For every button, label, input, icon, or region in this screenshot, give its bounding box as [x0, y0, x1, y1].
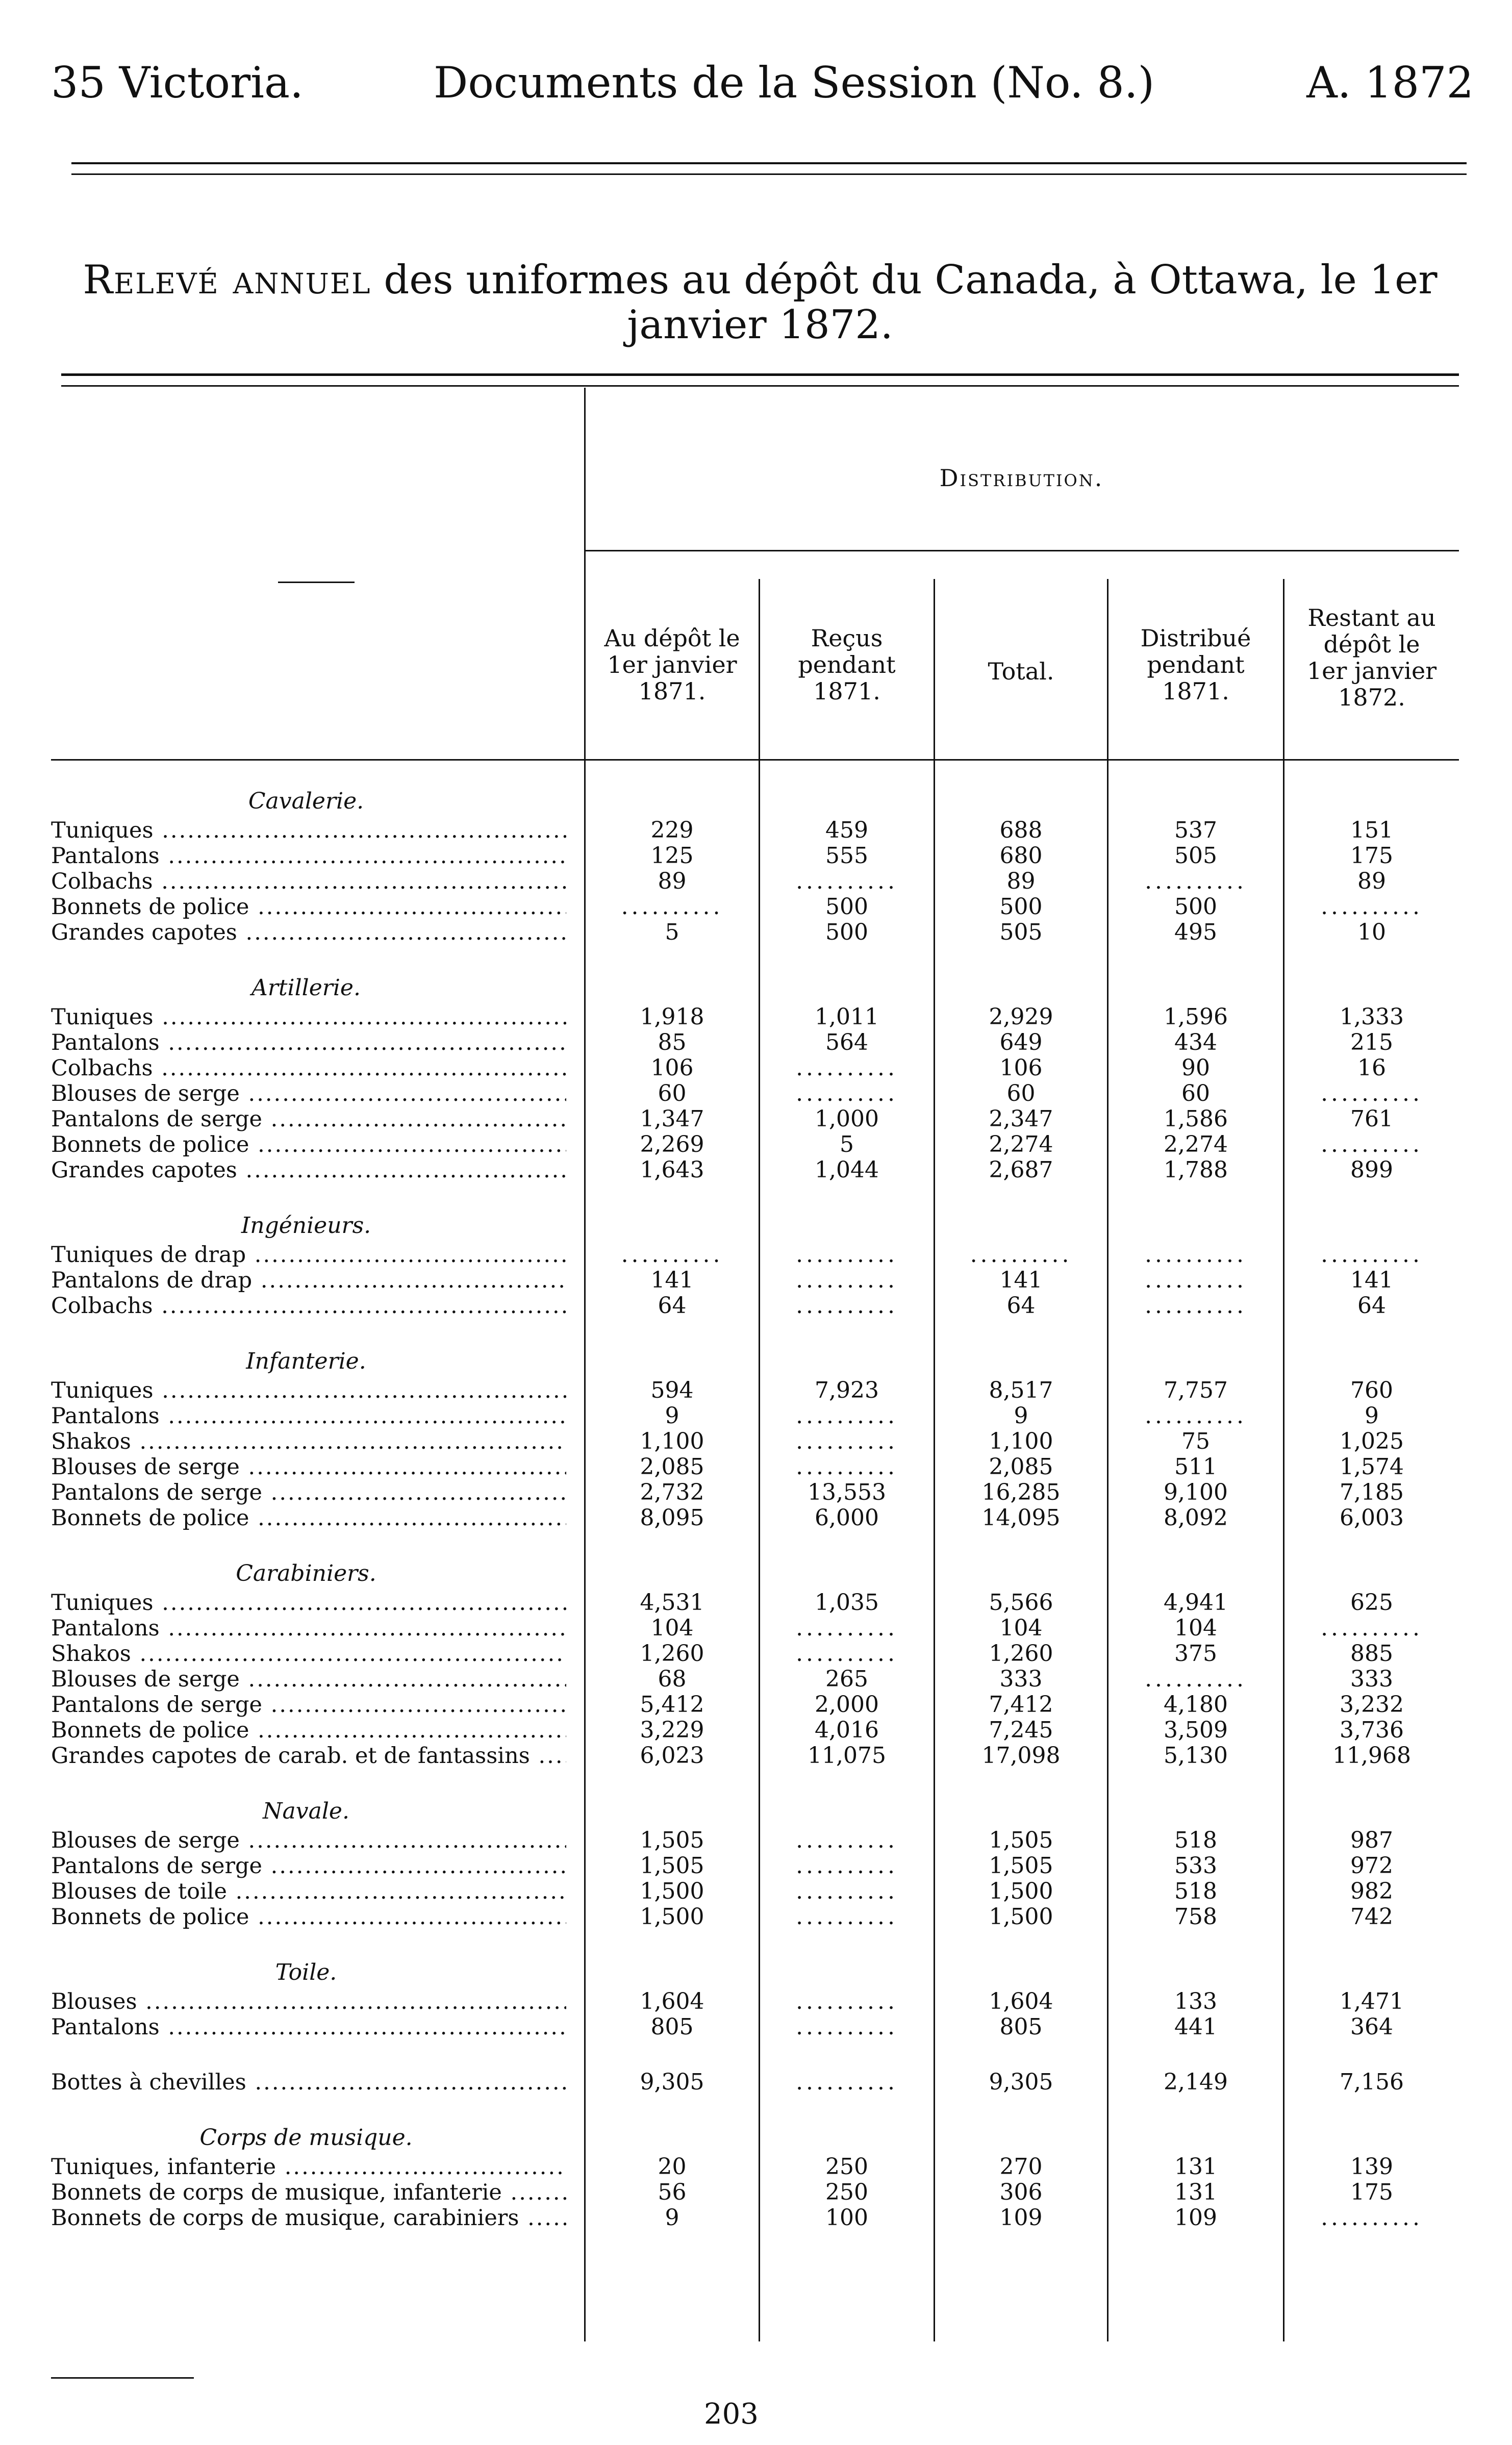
table-cell: .......... [796, 1429, 898, 1454]
table-cell: 141 [1350, 1268, 1393, 1293]
table-cell: 5,412 [640, 1692, 704, 1718]
table-cell: 5,566 [989, 1590, 1053, 1616]
section-heading: Corps de musique. [199, 2125, 413, 2151]
section-heading: Infanterie. [246, 1348, 366, 1374]
table-cell: .......... [1321, 2205, 1423, 2231]
table-cell: 987 [1350, 1828, 1393, 1853]
table-cell: 100 [825, 2205, 868, 2231]
table-cell: .......... [1145, 1403, 1247, 1429]
row-label: Pantalons de serge ..... [51, 1853, 566, 1879]
table-cell: 649 [999, 1030, 1043, 1055]
table-cell: 151 [1350, 818, 1393, 843]
table-cell: .......... [796, 1081, 898, 1106]
table-cell: 2,085 [989, 1454, 1053, 1480]
table-cell: 90 [1181, 1055, 1210, 1081]
row-label: Grandes capotes ..... [51, 1157, 566, 1183]
table-cell: 333 [1350, 1667, 1393, 1692]
column-heading-line: 1er janvier [1306, 657, 1437, 685]
table-cell: 594 [650, 1378, 694, 1403]
table-cell: .......... [796, 1242, 898, 1268]
table-cell: 7,185 [1340, 1480, 1404, 1505]
table-cell: .......... [1145, 1268, 1247, 1293]
table-cell: 14,095 [981, 1505, 1061, 1531]
table-cell: 899 [1350, 1157, 1393, 1183]
table-cell: 1,505 [640, 1853, 704, 1879]
table-cell: 2,274 [1164, 1132, 1228, 1157]
row-label: Tuniques ..... [51, 1590, 566, 1616]
table-cell: 885 [1350, 1641, 1393, 1667]
title-line2: janvier 1872. [627, 302, 893, 348]
table-cell: 106 [650, 1055, 694, 1081]
table-cell: 60 [1006, 1081, 1036, 1106]
table-cell: 1,260 [640, 1641, 704, 1667]
table-cell: 1,000 [815, 1106, 879, 1132]
table-cell: 5 [840, 1132, 854, 1157]
table-cell: 2,929 [989, 1004, 1053, 1030]
row-label: Bonnets de police ..... [51, 1132, 566, 1157]
table-cell: 4,531 [640, 1590, 704, 1616]
row-label: Blouses de toile ..... [51, 1879, 566, 1904]
row-label: Grandes capotes de carab. et de fantassins ..... [51, 1743, 566, 1769]
column-heading-4 [1108, 625, 1283, 704]
table-cell: 104 [1174, 1616, 1217, 1641]
table-cell: 1,100 [640, 1429, 704, 1454]
row-label: Pantalons ..... [51, 2014, 566, 2040]
distribution-heading: Distribution. [939, 464, 1104, 492]
table-cell: 364 [1350, 2014, 1393, 2040]
table-cell: 1,500 [989, 1904, 1053, 1930]
table-cell: .......... [621, 1242, 723, 1268]
table-cell: 7,757 [1164, 1378, 1228, 1403]
table-cell: 9 [1014, 1403, 1028, 1429]
table-cell: 555 [825, 843, 868, 869]
table-cell: 1,788 [1164, 1157, 1228, 1183]
row-label: Pantalons de drap ..... [51, 1268, 566, 1293]
column-heading-line: 1872. [1338, 684, 1405, 711]
column-heading-line: 1871. [1162, 677, 1229, 705]
table-cell: 511 [1174, 1454, 1217, 1480]
table-cell: 495 [1174, 920, 1217, 945]
table-cell: 16,285 [981, 1480, 1061, 1505]
table-cell: 1,643 [640, 1157, 704, 1183]
stub-heading-dash [278, 582, 355, 583]
row-label: Colbachs ..... [51, 869, 566, 894]
row-label: Tuniques ..... [51, 1378, 566, 1403]
table-cell: 250 [825, 2180, 868, 2205]
row-label: Blouses de serge ..... [51, 1081, 566, 1106]
table-cell: 89 [1357, 869, 1386, 894]
table-cell: 441 [1174, 2014, 1217, 2040]
table-cell: 7,412 [989, 1692, 1053, 1718]
table-cell: 85 [658, 1030, 687, 1055]
table-cell: 64 [1006, 1293, 1036, 1319]
table-cell: .......... [796, 1989, 898, 2014]
table-cell: 68 [658, 1667, 687, 1692]
table-cell: 9 [665, 1403, 679, 1429]
row-label: Tuniques, infanterie ..... [51, 2154, 566, 2180]
table-cell: 1,505 [989, 1853, 1053, 1879]
table-cell: 1,500 [989, 1879, 1053, 1904]
table-cell: 6,003 [1340, 1505, 1404, 1531]
column-heading-2 [760, 625, 934, 704]
row-label: Pantalons de serge ..... [51, 1480, 566, 1505]
table-cell: 20 [658, 2154, 687, 2180]
table-cell: 758 [1174, 1904, 1217, 1930]
table-cell: 9,305 [989, 2070, 1053, 2095]
table-cell: .......... [1321, 894, 1423, 920]
row-label: Tuniques de drap ..... [51, 1242, 566, 1268]
table-cell: 1,505 [989, 1828, 1053, 1853]
table-cell: .......... [621, 894, 723, 920]
table-cell: 3,229 [640, 1718, 704, 1743]
section-heading: Toile. [275, 1959, 337, 1985]
table-cell: 109 [999, 2205, 1043, 2231]
row-label: Tuniques ..... [51, 1004, 566, 1030]
table-cell: 1,500 [640, 1904, 704, 1930]
row-label: Bonnets de corps de musique, carabiniers ..... [51, 2205, 566, 2231]
table-cell: 4,016 [815, 1718, 879, 1743]
table-cell: .......... [796, 2014, 898, 2040]
table-cell: 2,149 [1164, 2070, 1228, 2095]
title-line1: des uniformes au dépôt du Canada, à Ottawa, le 1er [371, 257, 1438, 303]
column-heading-line: Restant au [1307, 604, 1436, 632]
table-cell: 1,347 [640, 1106, 704, 1132]
table-cell: 4,941 [1164, 1590, 1228, 1616]
table-cell: 505 [1174, 843, 1217, 869]
table-cell: 11,075 [808, 1743, 886, 1769]
table-cell: 680 [999, 843, 1043, 869]
table-cell: 3,736 [1340, 1718, 1404, 1743]
table-cell: 64 [1357, 1293, 1386, 1319]
column-heading-1 [586, 625, 759, 704]
table-cell: .......... [1145, 1667, 1247, 1692]
table-cell: 1,333 [1340, 1004, 1404, 1030]
table-cell: 1,011 [815, 1004, 879, 1030]
table-cell: .......... [1145, 1242, 1247, 1268]
table-cell: 760 [1350, 1378, 1393, 1403]
table-cell: 2,269 [640, 1132, 704, 1157]
row-label: Pantalons de serge ..... [51, 1692, 566, 1718]
column-heading-line: Reçus [811, 624, 883, 652]
row-label: Shakos ..... [51, 1429, 566, 1454]
table-cell: 9,305 [640, 2070, 704, 2095]
table-cell: 688 [999, 818, 1043, 843]
table-cell: 109 [1174, 2205, 1217, 2231]
column-heading-line: pendant [1147, 651, 1245, 678]
row-label: Bonnets de police ..... [51, 1505, 566, 1531]
table-cell: 500 [1174, 894, 1217, 920]
table-cell: 133 [1174, 1989, 1217, 2014]
header-rule-bottom [71, 173, 1467, 175]
table-cell: 215 [1350, 1030, 1393, 1055]
table-cell: 16 [1357, 1055, 1386, 1081]
section-heading: Artillerie. [251, 975, 361, 1001]
table-cell: .......... [796, 1904, 898, 1930]
table-cell: 2,085 [640, 1454, 704, 1480]
table-cell: .......... [796, 1055, 898, 1081]
table-cell: .......... [1145, 1293, 1247, 1319]
table-cell: 533 [1174, 1853, 1217, 1879]
table-cell: 537 [1174, 818, 1217, 843]
row-label: Pantalons de serge ..... [51, 1106, 566, 1132]
row-label: Pantalons ..... [51, 1616, 566, 1641]
table-cell: 3,509 [1164, 1718, 1228, 1743]
table-cell: 805 [650, 2014, 694, 2040]
row-label: Shakos ..... [51, 1641, 566, 1667]
table-cell: 8,095 [640, 1505, 704, 1531]
table-cell: .......... [970, 1242, 1072, 1268]
table-cell: .......... [796, 1828, 898, 1853]
table-cell: .......... [796, 1454, 898, 1480]
table-cell: 75 [1181, 1429, 1210, 1454]
table-cell: 1,505 [640, 1828, 704, 1853]
table-cell: .......... [796, 1268, 898, 1293]
row-label: Pantalons ..... [51, 1403, 566, 1429]
row-label: Tuniques ..... [51, 818, 566, 843]
table-cell: 8,517 [989, 1378, 1053, 1403]
table-cell: 518 [1174, 1828, 1217, 1853]
table-cell: 2,000 [815, 1692, 879, 1718]
table-cell: 1,586 [1164, 1106, 1228, 1132]
page-title [61, 258, 1459, 347]
table-cell: 229 [650, 818, 694, 843]
column-head-rule [51, 759, 1459, 761]
table-cell: 141 [650, 1268, 694, 1293]
table-cell: 89 [658, 869, 687, 894]
table-cell: 104 [650, 1616, 694, 1641]
table-cell: 972 [1350, 1853, 1393, 1879]
column-heading-line: 1871. [638, 677, 706, 705]
table-cell: .......... [1145, 869, 1247, 894]
column-heading-3 [935, 658, 1107, 685]
column-heading-line: 1er janvier [607, 651, 737, 678]
table-cell: 434 [1174, 1030, 1217, 1055]
section-heading: Carabiniers. [236, 1560, 376, 1586]
row-label: Bonnets de police ..... [51, 894, 566, 920]
section-heading: Ingénieurs. [241, 1213, 371, 1239]
table-cell: 1,044 [815, 1157, 879, 1183]
table-cell: .......... [796, 1879, 898, 1904]
table-cell: 1,918 [640, 1004, 704, 1030]
table-cell: 6,000 [815, 1505, 879, 1531]
table-cell: 7,923 [815, 1378, 879, 1403]
table-cell: 518 [1174, 1879, 1217, 1904]
table-cell: 742 [1350, 1904, 1393, 1930]
table-cell: 375 [1174, 1641, 1217, 1667]
table-cell: 1,100 [989, 1429, 1053, 1454]
table-cell: 9 [665, 2205, 679, 2231]
column-heading-line: Total. [988, 658, 1054, 685]
table-cell: 13,553 [808, 1480, 886, 1505]
table-cell: 1,471 [1340, 1989, 1404, 2014]
section-heading: Navale. [263, 1798, 349, 1824]
column-heading-line: Au dépôt le [604, 624, 740, 652]
table-rule-top-2 [61, 385, 1459, 387]
table-cell: 141 [999, 1268, 1043, 1293]
table-cell: .......... [796, 1616, 898, 1641]
table-cell: .......... [1321, 1081, 1423, 1106]
table-cell: .......... [1321, 1616, 1423, 1641]
table-cell: 131 [1174, 2154, 1217, 2180]
table-cell: 9 [1365, 1403, 1379, 1429]
table-cell: 500 [825, 920, 868, 945]
row-label: Blouses de serge ..... [51, 1667, 566, 1692]
column-heading-line: dépôt le [1323, 631, 1420, 658]
row-label: Bonnets de corps de musique, infanterie ..... [51, 2180, 566, 2205]
table-cell: 5 [665, 920, 679, 945]
table-rule-top-1 [61, 373, 1459, 376]
table-cell: 270 [999, 2154, 1043, 2180]
table-cell: 564 [825, 1030, 868, 1055]
table-cell: .......... [796, 2070, 898, 2095]
table-cell: 106 [999, 1055, 1043, 1081]
table-cell: 10 [1357, 920, 1386, 945]
table-cell: .......... [1321, 1242, 1423, 1268]
table-cell: 1,500 [640, 1879, 704, 1904]
title-smallcaps: Relevé annuel [83, 257, 371, 303]
table-cell: 1,574 [1340, 1454, 1404, 1480]
table-cell: 1,596 [1164, 1004, 1228, 1030]
section-heading: Cavalerie. [248, 788, 364, 814]
table-cell: .......... [796, 1853, 898, 1879]
table-cell: 333 [999, 1667, 1043, 1692]
row-label: Blouses de serge ..... [51, 1454, 566, 1480]
table-cell: 459 [825, 818, 868, 843]
table-cell: 139 [1350, 2154, 1393, 2180]
table-cell: 500 [999, 894, 1043, 920]
table-cell: 175 [1350, 843, 1393, 869]
column-heading-5 [1284, 604, 1459, 711]
table-cell: 1,604 [640, 1989, 704, 2014]
table-cell: 805 [999, 2014, 1043, 2040]
footer-rule [51, 2377, 194, 2379]
column-heading-line: pendant [798, 651, 896, 678]
table-cell: 2,274 [989, 1132, 1053, 1157]
table-cell: 3,232 [1340, 1692, 1404, 1718]
table-cell: 7,156 [1340, 2070, 1404, 2095]
table-cell: 5,130 [1164, 1743, 1228, 1769]
table-cell: 175 [1350, 2180, 1393, 2205]
table-cell: 265 [825, 1667, 868, 1692]
page-number: 203 [704, 2398, 759, 2431]
table-cell: 9,100 [1164, 1480, 1228, 1505]
header-rule-top [71, 162, 1467, 164]
row-label: Grandes capotes ..... [51, 920, 566, 945]
distribution-rule [584, 550, 1459, 551]
table-cell: 625 [1350, 1590, 1393, 1616]
table-cell: 2,347 [989, 1106, 1053, 1132]
row-label: Bonnets de police ..... [51, 1904, 566, 1930]
table-cell: 11,968 [1332, 1743, 1411, 1769]
table-cell: .......... [1321, 1132, 1423, 1157]
table-cell: 4,180 [1164, 1692, 1228, 1718]
row-label: Pantalons ..... [51, 1030, 566, 1055]
row-label: Bonnets de police ..... [51, 1718, 566, 1743]
column-heading-line: Distribué [1140, 624, 1251, 652]
table-cell: 125 [650, 843, 694, 869]
table-cell: .......... [796, 1641, 898, 1667]
table-cell: 131 [1174, 2180, 1217, 2205]
table-cell: 89 [1006, 869, 1036, 894]
table-cell: 7,245 [989, 1718, 1053, 1743]
table-cell: 505 [999, 920, 1043, 945]
table-cell: 56 [658, 2180, 687, 2205]
table-cell: 2,732 [640, 1480, 704, 1505]
table-cell: 2,687 [989, 1157, 1053, 1183]
row-label: Blouses de serge ..... [51, 1828, 566, 1853]
table-cell: 500 [825, 894, 868, 920]
table-cell: 64 [658, 1293, 687, 1319]
table-cell: 982 [1350, 1879, 1393, 1904]
table-cell: 8,092 [1164, 1505, 1228, 1531]
running-header-left: 35 Victoria. [51, 58, 304, 108]
row-label: Colbachs ..... [51, 1055, 566, 1081]
table-cell: 104 [999, 1616, 1043, 1641]
table-cell: .......... [796, 1293, 898, 1319]
table-cell: 761 [1350, 1106, 1393, 1132]
row-label: Bottes à chevilles ..... [51, 2070, 566, 2095]
running-header-right: A. 1872 [1306, 58, 1474, 108]
row-label: Colbachs ..... [51, 1293, 566, 1319]
table-cell: 306 [999, 2180, 1043, 2205]
row-label: Pantalons ..... [51, 843, 566, 869]
table-cell: 1,260 [989, 1641, 1053, 1667]
running-header-center: Documents de la Session (No. 8.) [434, 58, 1155, 108]
row-label: Blouses ..... [51, 1989, 566, 2014]
table-cell: 17,098 [981, 1743, 1061, 1769]
column-heading-line: 1871. [813, 677, 880, 705]
table-cell: 60 [658, 1081, 687, 1106]
table-cell: .......... [796, 1403, 898, 1429]
table-cell: 250 [825, 2154, 868, 2180]
table-cell: 1,035 [815, 1590, 879, 1616]
table-cell: 1,025 [1340, 1429, 1404, 1454]
table-cell: .......... [796, 869, 898, 894]
table-cell: 6,023 [640, 1743, 704, 1769]
table-cell: 1,604 [989, 1989, 1053, 2014]
table-cell: 60 [1181, 1081, 1210, 1106]
